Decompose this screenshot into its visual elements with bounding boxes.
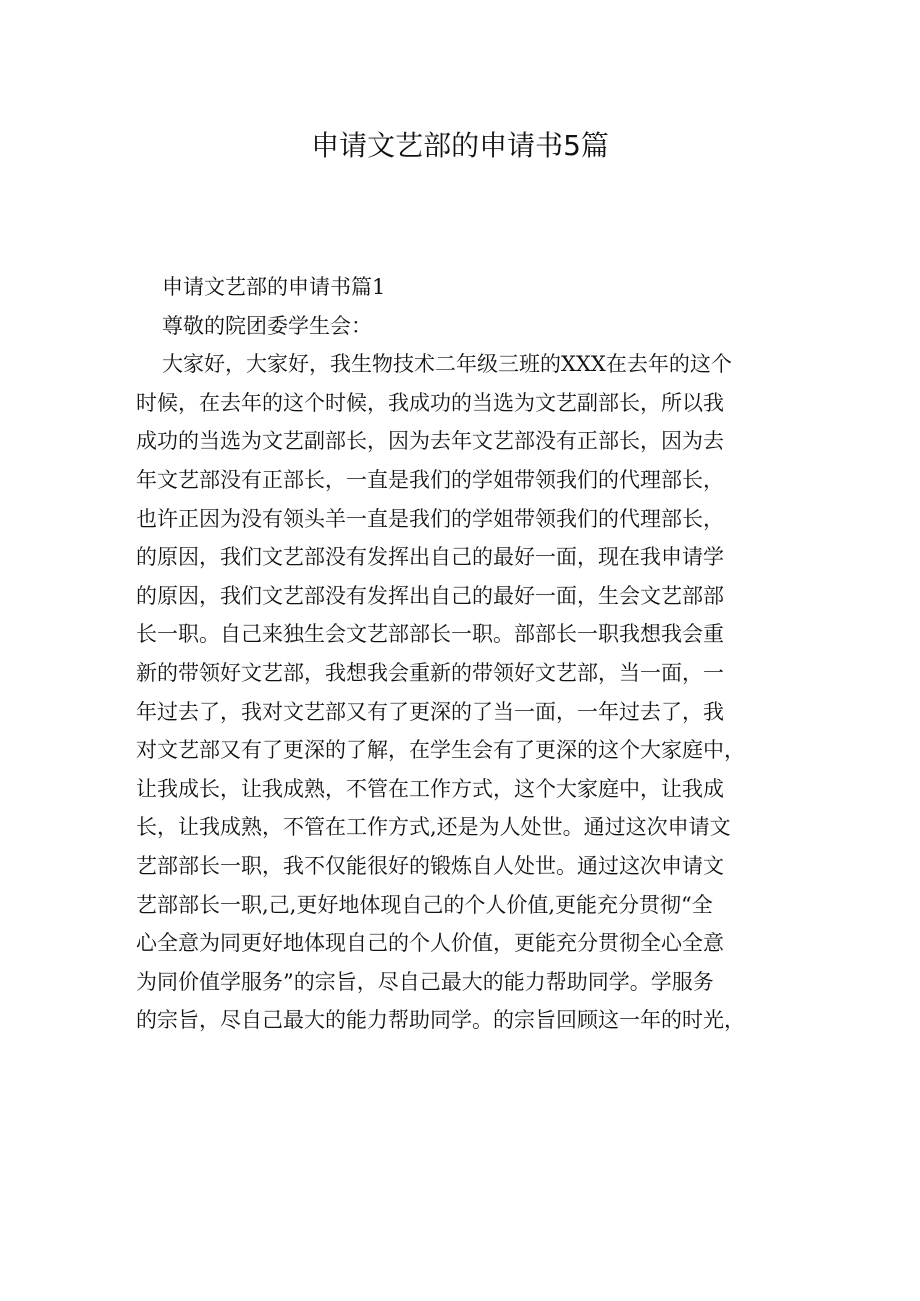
body-line: 对文艺部又有了更深的了解，在学生会有了更深的这个大家庭中， <box>136 738 745 763</box>
body-line: 长，让我成熟，不管在工作方式,还是为人处世。通过这次申请文 <box>136 815 731 840</box>
body-line: 艺部部长一职，我不仅能很好的锻炼自人处世。通过这次申请文 <box>136 853 724 878</box>
body-line: 为同价值学服务”的宗旨，尽自己最大的能力帮助同学。学服务 <box>136 969 714 994</box>
document-body <box>136 268 796 1040</box>
body-line: 的原因，我们文艺部没有发挥出自己的最好一面，现在我申请学 <box>136 545 724 570</box>
body-line: 新的带领好文艺部，我想我会重新的带领好文艺部，当一面，一 <box>136 660 724 685</box>
body-line: 的原因，我们文艺部没有发挥出自己的最好一面，生会文艺部部 <box>136 583 724 608</box>
body-line: 的宗旨，尽自己最大的能力帮助同学。的宗旨回顾这一年的时光， <box>136 1008 745 1033</box>
section-heading: 申请文艺部的申请书篇1 <box>162 275 386 299</box>
salutation: 尊敬的院团委学生会： <box>162 313 372 338</box>
document-title: 申请文艺部的申请书5篇 <box>311 129 609 162</box>
body-line: 年文艺部没有正部长，一直是我们的学姐带领我们的代理部长， <box>136 467 724 492</box>
body-line: 成功的当选为文艺副部长，因为去年文艺部没有正部长，因为去 <box>136 429 724 454</box>
body-line: 时候，在去年的这个时候，我成功的当选为文艺副部长，所以我 <box>136 390 724 415</box>
body-line: 大家好，大家好，我生物技术二年级三班的XXX在去年的这个 <box>162 352 732 377</box>
body-line: 也许正因为没有领头羊一直是我们的学姐带领我们的代理部长， <box>136 506 724 531</box>
body-line: 艺部部长一职,己,更好地体现自己的个人价值,更能充分贯彻“全 <box>136 892 713 917</box>
body-line: 让我成长，让我成熟，不管在工作方式，这个大家庭中，让我成 <box>136 776 724 801</box>
body-line: 长一职。自己来独生会文艺部部长一职。部部长一职我想我会重 <box>136 622 724 647</box>
body-line: 年过去了，我对文艺部又有了更深的了当一面，一年过去了，我 <box>136 699 724 724</box>
body-line: 心全意为同更好地体现自己的个人价值，更能充分贯彻全心全意 <box>136 931 724 956</box>
